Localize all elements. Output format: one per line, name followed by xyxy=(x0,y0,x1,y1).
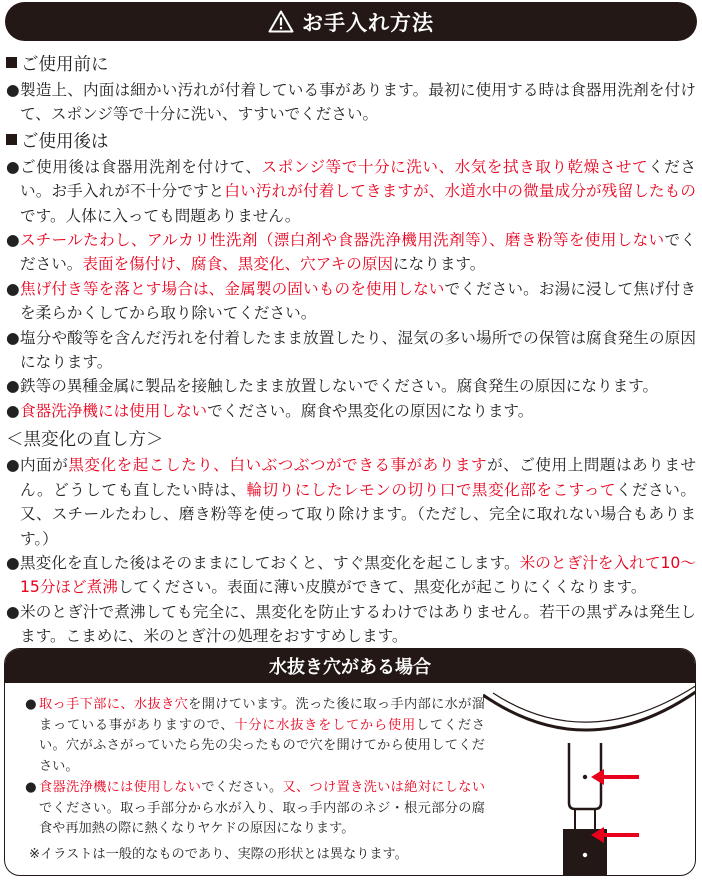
emphasis-text: 黒変化を起こしたり、白いぶつぶつができる事があります xyxy=(68,456,488,475)
illustration-note: ※イラストは一般的なものであり、実際の形状とは異なります。 xyxy=(29,846,408,862)
drain-hole-box xyxy=(4,648,696,876)
emphasis-text: 輪切りにしたレモンの切り口で黒変化部をこすって xyxy=(246,480,616,499)
emphasis-text: スポンジ等で十分に洗い、水気を拭き取り乾燥させて xyxy=(261,157,649,176)
body-text: してください。表面に薄い皮膜ができて、黒変化が起こりにくくなります。 xyxy=(117,578,647,597)
black-fix-heading: ＜黒変化の直し方＞ xyxy=(6,430,164,451)
body-text: ご使用後は食器用洗剤を付けて、 xyxy=(20,157,262,176)
pan-rim xyxy=(483,691,696,730)
bullet-dot-icon: ● xyxy=(6,231,20,250)
emphasis-text: 表面を傷付け、腐食、黒変化、穴アキの原因 xyxy=(82,255,394,274)
bullet-dot-icon: ● xyxy=(6,157,20,176)
bullet-dot-icon: ● xyxy=(6,456,20,475)
bullet-dot-icon: ● xyxy=(6,602,20,621)
after-use-heading: ご使用後は xyxy=(6,129,696,155)
bullet-dot-icon: ● xyxy=(6,328,20,347)
page-title: お手入れ方法 xyxy=(302,10,434,35)
bullet-dot-icon: ● xyxy=(25,779,37,795)
body-text: でください。取っ手部分から水が入り、取っ手内部のネジ・根元部分の腐食や再加熱の際に熱くなりヤケドの原因になります。 xyxy=(39,800,485,837)
list-item xyxy=(6,453,696,551)
emphasis-text: 又、つけ置き洗いは絶対にしない xyxy=(282,779,486,795)
list-item xyxy=(6,600,696,649)
bullet-dot-icon: ● xyxy=(6,279,20,298)
black-fix-list xyxy=(6,453,696,648)
title-bar xyxy=(5,2,697,41)
drain-hole-list xyxy=(25,695,485,840)
body-text: ください。お手入れが不十分ですと xyxy=(20,157,696,201)
body-text: してください。穴がふさがっていたら先の尖ったもので穴を開けてから使用してください。 xyxy=(39,717,485,775)
list-item xyxy=(6,228,696,277)
bullet-dot-icon: ● xyxy=(6,401,20,420)
drain-hole-heading: 水抜き穴がある場合 xyxy=(5,649,695,683)
body-text: 製造上、内面は細かい汚れが付着している事があります。最初に使用する時は食器用洗剤を付けて、スポンジ等で十分に洗い、すすいでください。 xyxy=(20,81,696,124)
list-item xyxy=(25,695,485,778)
body-text: 鉄等の異種金属に製品を接触したまま放置しないでください。腐食発生の原因になります。 xyxy=(20,377,659,396)
body-text: でください。腐食や黒変化の原因になります。 xyxy=(207,401,534,420)
emphasis-text: 食器洗浄機には使用しない xyxy=(39,779,202,795)
bullet-dot-icon: ● xyxy=(6,377,20,396)
emphasis-text: 焦げ付き等を落とす場合は、金属製の固いものを使用しない xyxy=(20,279,445,298)
drain-hole-lower xyxy=(583,853,587,857)
body-text: が、ご使用上問題はありません。どうしても直したい時は、 xyxy=(20,456,696,499)
bullet-dot-icon: ● xyxy=(6,81,20,99)
emphasis-text: 米のとぎ汁を入れて10～15分ほど煮沸 xyxy=(20,553,696,597)
emphasis-text: 食器洗浄機には使用しない xyxy=(20,401,208,420)
drain-hole-upper xyxy=(583,775,587,779)
square-bullet-icon xyxy=(6,134,17,145)
drain-hole-content xyxy=(25,695,485,866)
emphasis-text: 取っ手下部に、水抜き穴 xyxy=(39,697,189,712)
bullet-dot-icon: ● xyxy=(6,553,20,572)
body-text: ください。又、スチールたわし、磨き粉等を使って取り除けます。（ただし、完全に取れない場合もあります。） xyxy=(20,480,696,548)
emphasis-text: スチールたわし、アルカリ性洗剤（漂白剤や食器洗浄機用洗剤等）、磨き粉等を使用しない xyxy=(20,231,665,250)
body-text: 塩分や酸等を含んだ汚れを付着したまま放置したり、湿気の多い場所での保管は腐食発生の原因になります。 xyxy=(20,328,696,372)
body-text: 米のとぎ汁で煮沸しても完全に、黒変化を防止するわけではありません。若干の黒ずみは発生します。こまめに、米のとぎ汁の処理をおすすめします。 xyxy=(20,602,696,646)
body-text: でください。 xyxy=(201,779,283,795)
before-use-list xyxy=(6,78,696,127)
list-item xyxy=(6,326,696,375)
list-item xyxy=(6,374,696,398)
after-use-list xyxy=(6,155,696,423)
list-item xyxy=(6,551,696,600)
list-item xyxy=(6,155,696,228)
list-item xyxy=(6,78,696,127)
warning-triangle-icon xyxy=(268,10,294,33)
body-text: 内面が xyxy=(20,456,69,475)
before-use-heading: ご使用前に xyxy=(6,52,696,78)
body-text: を開けています。洗った後に取っ手内部に水が溜まっている事がありますので、 xyxy=(39,697,485,733)
body-text: です。人体に入っても問題ありません。 xyxy=(20,206,301,225)
main-content xyxy=(6,50,696,649)
bullet-dot-icon: ● xyxy=(25,697,37,712)
list-item xyxy=(6,277,696,326)
emphasis-text: 白い汚れが付着してきますが、水道水中の微量成分が残留したもの xyxy=(224,182,696,201)
handle-illustration xyxy=(483,685,696,875)
emphasis-text: 十分に水抜きをしてから使用 xyxy=(234,717,416,733)
square-bullet-icon xyxy=(6,57,17,68)
list-item xyxy=(25,778,485,840)
body-text: でください。 xyxy=(20,231,696,274)
body-text: でください。お湯に浸して焦げ付きを柔らかくしてから取り除いてください。 xyxy=(20,279,696,323)
body-text: 黒変化を直した後はそのままにしておくと、すぐ黒変化を起こします。 xyxy=(20,553,520,572)
body-text: になります。 xyxy=(393,255,486,274)
list-item xyxy=(6,399,696,423)
